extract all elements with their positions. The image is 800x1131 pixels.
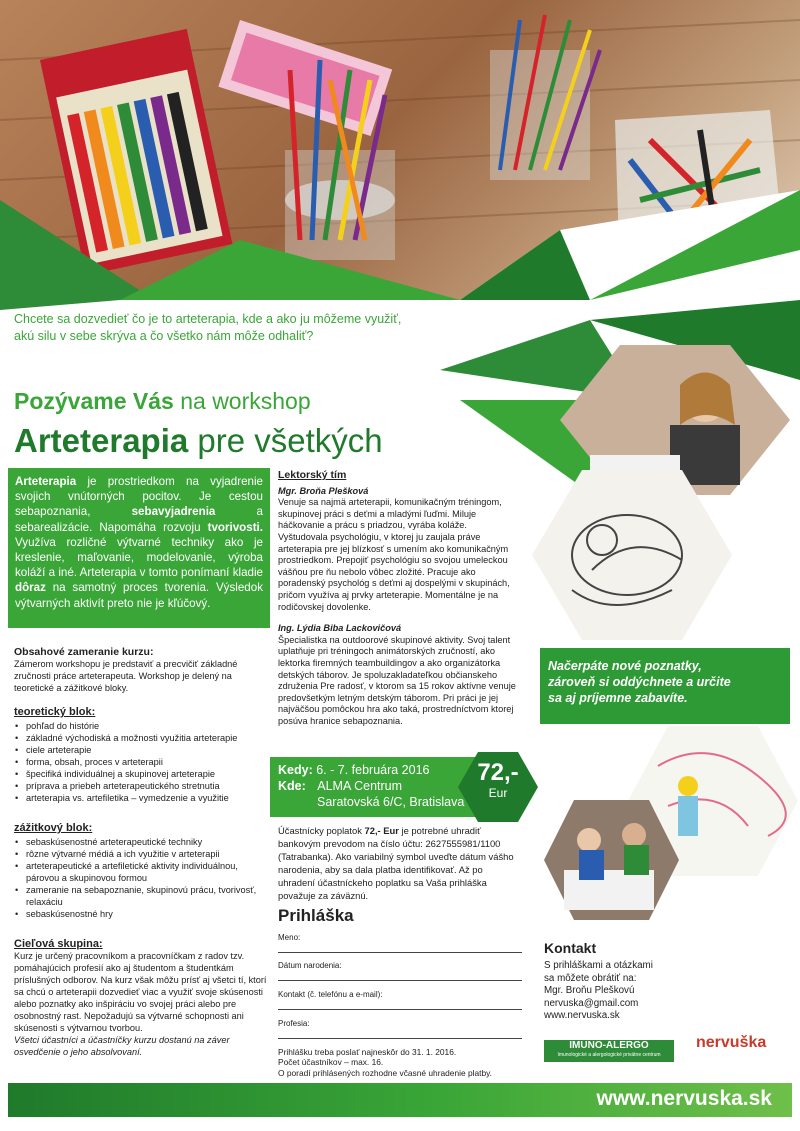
note-deadline: Prihlášku treba poslať najneskôr do 31. 1. 2016. bbox=[278, 1047, 457, 1057]
list-item: • pohľad do histórie bbox=[24, 720, 272, 732]
event-when-value: 6. - 7. februára 2016 bbox=[316, 763, 430, 777]
list-item: • rôzne výtvarné médiá a ich využitie v arteterapii bbox=[24, 848, 272, 860]
footer-bar bbox=[8, 1083, 792, 1117]
contact-line-2: sa môžete obrátiť na: bbox=[544, 972, 637, 984]
contact-email[interactable]: nervuska@gmail.com bbox=[544, 997, 639, 1009]
contact-line-3: Mgr. Broňu Pleškovú bbox=[544, 985, 635, 997]
contact-section bbox=[544, 942, 704, 1022]
list-item: • sebaskúsenostné arteterapeutické techniky bbox=[24, 836, 272, 848]
desc-bold-3: tvorivosti. bbox=[207, 520, 263, 534]
description-box bbox=[8, 468, 270, 628]
target-group-text: Kurz je určený pracovníkom a pracovníčkam z radov tzv. pomáhajúcich profesií ako aj študentom a študentkám príslušných odborov. Na kurz však môžu prísť aj všetci tí, ktorí sa chcú o arteterapii dozvedieť viac a využiť svoje skúsenosti alebo poznatky ako inšpiráciu vo svojej práci alebo pre osobnostný rast. Nepožadujú sa výtvarné schopnosti ani skúsenosti s výtvarnou tvorbou. bbox=[14, 951, 267, 1033]
intro-line-2: akú silu v sebe skrýva a čo všetko nám môže odhaliť? bbox=[14, 329, 314, 343]
theory-block-section bbox=[14, 706, 272, 804]
desc-text-2: a sebarealizácie. Napomáha rozvoju bbox=[15, 505, 263, 534]
event-when bbox=[278, 763, 430, 777]
desc-text-4: na samotný proces tvorenia. Výsledok výtvarných aktivít preto nie je kľúčový. bbox=[15, 581, 263, 610]
experience-block-list bbox=[14, 836, 272, 920]
profession-field[interactable]: Profesia: bbox=[278, 1019, 522, 1039]
hexagon-photo-workshop bbox=[544, 800, 679, 920]
cta-box bbox=[540, 648, 790, 724]
nervuska-logo-text: nervuška bbox=[696, 1034, 767, 1051]
desc-bold-1: Arteterapia bbox=[15, 475, 77, 488]
nervuska-logo bbox=[696, 1034, 776, 1070]
target-group-section bbox=[14, 938, 272, 1058]
event-where bbox=[278, 779, 402, 793]
target-group-title: Cieľová skupina: bbox=[14, 938, 103, 950]
page-title-bold: Arteterapia bbox=[14, 422, 189, 459]
name-field[interactable]: Meno: bbox=[278, 933, 522, 953]
list-item: • príprava a priebeh arteterapeutického stretnutia bbox=[24, 780, 272, 792]
intro-line-1: Chcete sa dozvedieť čo je to arteterapia, kde a ako ju môžeme využiť, bbox=[14, 312, 402, 326]
theory-block-list bbox=[14, 720, 272, 804]
theory-block-title: teoretický blok: bbox=[14, 706, 96, 718]
desc-text-3: Využíva rozličné výtvarné techniky ako je kreslenie, maľovanie, modelovanie, výroba koláží a iné. Arteterapia v tomto ponímaní kladie bbox=[15, 535, 263, 580]
list-item: • forma, obsah, proces v arteterapii bbox=[24, 756, 272, 768]
lectors-title: Lektorský tím bbox=[278, 469, 347, 481]
desc-bold-2: sebavyjadrenia bbox=[131, 505, 216, 519]
page-title-rest: pre všetkých bbox=[197, 422, 383, 459]
content-focus-title: Obsahové zameranie kurzu: bbox=[14, 646, 154, 658]
list-item: • sebaskúsenostné hry bbox=[24, 908, 272, 920]
event-when-label: Kedy: bbox=[278, 763, 313, 777]
event-where-value-2: Saratovská 6/C, Bratislava bbox=[317, 795, 465, 809]
experience-block-title: zážitkový blok: bbox=[14, 822, 93, 834]
invitation-heading-bold: Pozývame Vás bbox=[14, 388, 174, 414]
crayons-photo-illustration bbox=[0, 0, 800, 345]
desc-text-1: je prostriedkom na vyjadrenie svojich vnútorných pocitov. Je cestou sebapoznania, bbox=[15, 475, 263, 519]
fee-text: je potrebné uhradiť bankovým prevodom na číslo účtu: 2627555981/1100 (Tatrabanka). Ako variabilný symbol uveďte dátum vášho narodenia, aby sa dala platba identifikovať. Až po uhradení účastníckeho poplatku sa Vaša prihláška považuje za záväznú. bbox=[278, 825, 514, 901]
content-focus-text: Zámerom workshopu je predstaviť a precvičiť základné zručnosti práce arteterapeuta. Workshop je delený na teoretické a zážitkové bloky. bbox=[14, 659, 238, 693]
list-item: • ciele arteterapie bbox=[24, 744, 272, 756]
experience-block-section bbox=[14, 822, 272, 920]
imuno-alergo-logo bbox=[544, 1040, 674, 1062]
content-focus-section bbox=[14, 646, 272, 694]
imuno-alergo-logo-name: IMUNO-ALERGO bbox=[569, 1040, 649, 1051]
list-item: • arteterapeutické a artefiletické aktivity individuálnou, párovou a skupinovou formou bbox=[24, 860, 272, 884]
lector-2-name: Ing. Lýdia Biba Lackovičová bbox=[278, 623, 402, 634]
list-item: • arteterapia vs. artefiletika – vymedzenie a využitie bbox=[24, 792, 272, 804]
fee-info bbox=[278, 824, 518, 902]
application-notes bbox=[278, 1047, 538, 1078]
cta-line-1: Načerpáte nové poznatky, bbox=[548, 659, 702, 673]
contact-line-1: S prihláškami a otázkami bbox=[544, 960, 653, 972]
list-item: • základné východiská a možnosti využitia arteterapie bbox=[24, 732, 272, 744]
event-where-label: Kde: bbox=[278, 779, 306, 793]
footer-url[interactable]: www.nervuska.sk bbox=[596, 1087, 772, 1110]
invitation-heading bbox=[14, 388, 311, 415]
hexagon-photo-drawing bbox=[532, 470, 732, 640]
cta-line-3: sa aj príjemne zabavíte. bbox=[548, 691, 688, 705]
page-title bbox=[14, 422, 383, 460]
event-where-value-1: ALMA Centrum bbox=[317, 779, 403, 793]
note-order: O poradí prihlásených rozhodne včasné uhradenie platby. bbox=[278, 1067, 493, 1078]
cta-line-2: zároveň si oddýchnete a určite bbox=[548, 675, 731, 689]
lector-1-bio: Venuje sa najmä arteterapii, komunikačným tréningom, skupinovej práci s deťmi a mladými ľuďmi. Miluje háčkovanie a prácu s priadzou, vyrába koláže. Vyštudovala psychológiu, v ktorej ju zaujala práve arteterapia pre jej blízkosť s umením ako komunikačným prostriedkom. Prepojiť psychológiu so svojou umeleckou vášňou pre ňu nebolo vôbec zložité. Pracuje ako poradenský psychológ s deťmi aj dospelými v skupinách, pričom využíva aj prvky arteterapie. Momentálne je na rodičovskej dovolenke. bbox=[278, 497, 510, 612]
fee-pre: Účastnícky poplatok bbox=[278, 825, 362, 836]
imuno-alergo-logo-sub: Imunologické a alergologické privátne centrum bbox=[557, 1052, 661, 1058]
lectors-section bbox=[278, 470, 518, 727]
contact-website[interactable]: www.nervuska.sk bbox=[544, 1010, 620, 1022]
contact-title: Kontakt bbox=[544, 940, 597, 956]
price-value: 72,- bbox=[477, 759, 519, 786]
contact-field[interactable]: Kontakt (č. telefónu a e-mail): bbox=[278, 990, 522, 1010]
fee-amount: 72,- Eur bbox=[364, 825, 399, 836]
lector-2-bio: Špecialistka na outdoorové skupinové aktivity. Svoj talent uplatňuje pri tréningoch animátorských zručností, ako lektorka firemných teambuildingov a ako organizátorka detských táborov. Je spoluzakladateľkou občianskeho združenia Pre radosť, v ktorom sa 15 rokov aktívne venuje predovšetkým letným detským táborom. Pri práci je jej najväčšou pomôckou hra ako taká, prostredníctvom ktorej posúva hranice sebapoznania. bbox=[278, 634, 516, 726]
birthdate-field[interactable]: Dátum narodenia: bbox=[278, 961, 522, 981]
lector-1-name: Mgr. Broňa Plešková bbox=[278, 485, 369, 496]
intro-question bbox=[14, 311, 534, 345]
header-photo bbox=[0, 0, 800, 345]
list-item: • zameranie na sebapoznanie, skupinovú prácu, tvorivosť, relaxáciu bbox=[24, 884, 272, 908]
desc-bold-4: dôraz bbox=[15, 581, 46, 595]
application-form-title: Prihláška bbox=[278, 906, 354, 925]
invitation-heading-rest: na workshop bbox=[180, 388, 311, 414]
price-badge bbox=[468, 760, 528, 800]
list-item: • špecifiká individuálnej a skupinovej arteterapie bbox=[24, 768, 272, 780]
note-capacity: Počet účastníkov – max. 16. bbox=[278, 1057, 384, 1068]
price-currency: Eur bbox=[488, 786, 508, 800]
target-group-certificate: Všetci účastníci a účastníčky kurzu dostanú na záver osvedčenie o jeho absolvovaní. bbox=[14, 1035, 230, 1057]
